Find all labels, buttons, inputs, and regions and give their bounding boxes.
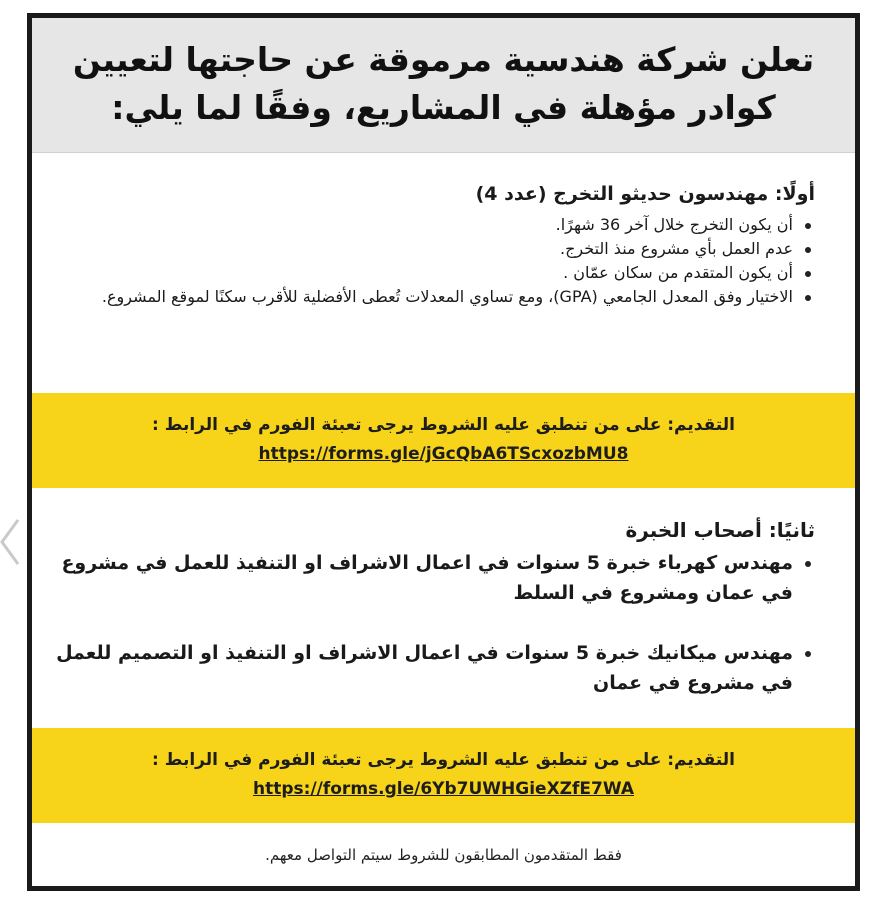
list-item: أن يكون التخرج خلال آخر 36 شهرًا. — [72, 213, 793, 237]
application-link[interactable]: https://forms.gle/jGcQbA6TScxozbMU8 — [258, 444, 629, 464]
positions-list — [56, 548, 815, 698]
apply-box-2 — [32, 728, 855, 823]
apply-label: التقديم: على من تنطبق عليه الشروط يرجى تعبئة الفورم في الرابط : — [152, 750, 735, 770]
list-item: عدم العمل بأي مشروع منذ التخرج. — [72, 237, 793, 261]
section-2-title: ثانيًا: أصحاب الخبرة — [625, 518, 815, 542]
header-line-2: كوادر مؤهلة في المشاريع، وفقًا لما يلي: — [111, 88, 776, 127]
list-item: أن يكون المتقدم من سكان عمّان . — [72, 261, 793, 285]
section-1-title: أولًا: مهندسون حديثو التخرج (عدد 4) — [475, 183, 815, 205]
list-item: الاختيار وفق المعدل الجامعي (GPA)، ومع تساوي المعدلات تُعطى الأفضلية للأقرب سكنًا لموقع المشروع. — [58, 285, 793, 309]
list-item: مهندس كهرباء خبرة 5 سنوات في اعمال الاشراف او التنفيذ للعمل في مشروع في عمان ومشروع في السلط — [48, 548, 793, 608]
section-fresh-graduates — [32, 183, 855, 309]
header-line-1: تعلن شركة هندسية مرموقة عن حاجتها لتعيين — [72, 40, 815, 79]
requirements-list — [72, 213, 815, 309]
footer-note: فقط المتقدمون المطابقون للشروط سيتم التواصل معهم. — [265, 846, 622, 864]
application-link[interactable]: https://forms.gle/6Yb7UWHGieXZfE7WA — [253, 779, 634, 799]
job-announcement — [27, 13, 860, 891]
apply-box-1 — [32, 393, 855, 488]
section-experienced — [32, 518, 855, 728]
chevron-left-icon[interactable] — [0, 512, 24, 572]
list-item: مهندس ميكانيك خبرة 5 سنوات في اعمال الاشراف او التنفيذ او التصميم للعمل في مشروع في عمان — [48, 638, 793, 698]
announcement-header — [32, 18, 855, 153]
apply-label: التقديم: على من تنطبق عليه الشروط يرجى تعبئة الفورم في الرابط : — [152, 415, 735, 435]
